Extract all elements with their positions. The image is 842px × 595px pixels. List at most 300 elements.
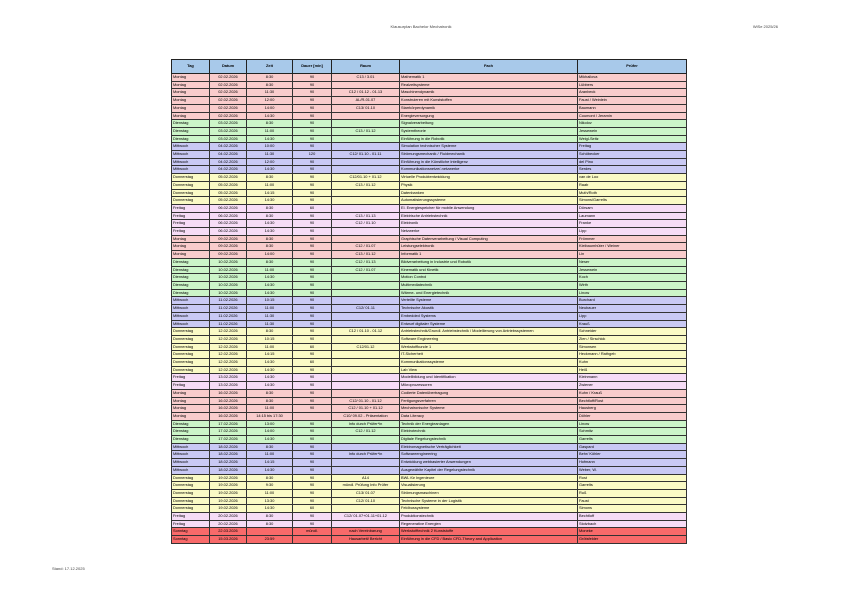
cell-datum: 02.02.2026 xyxy=(210,97,247,105)
cell-pruefer: Lübbers xyxy=(578,81,687,89)
table-row xyxy=(172,436,687,444)
cell-datum: 09.02.2026 xyxy=(210,251,247,259)
cell-raum xyxy=(332,158,400,166)
table-row xyxy=(172,536,687,544)
cell-datum: 16.02.2026 xyxy=(210,405,247,413)
cell-zeit: 8:30 xyxy=(247,389,293,397)
table-row xyxy=(172,389,687,397)
cell-fach: Mikroprozessoren xyxy=(400,382,578,390)
cell-dauer: 90 xyxy=(293,143,332,151)
table-row xyxy=(172,412,687,420)
cell-dauer: 90 xyxy=(293,127,332,135)
cell-fach: Datenbanken xyxy=(400,189,578,197)
table-row xyxy=(172,382,687,390)
cell-dauer: 90 xyxy=(293,97,332,105)
cell-tag: Donnerstag xyxy=(172,366,210,374)
cell-datum: 18.02.2026 xyxy=(210,451,247,459)
cell-fach: Bildverarbeitung in Industrie und Robotik xyxy=(400,258,578,266)
column-header-pruefer: Prüfer xyxy=(578,60,687,74)
cell-datum: 03.02.2026 xyxy=(210,135,247,143)
cell-tag: Freitag xyxy=(172,513,210,521)
cell-raum: Info durch Prüfer*in xyxy=(332,451,400,459)
cell-raum xyxy=(332,189,400,197)
exam-schedule-table xyxy=(171,59,687,544)
cell-zeit: 14:30 xyxy=(247,466,293,474)
cell-fach: Physik xyxy=(400,181,578,189)
cell-zeit: 8:30 xyxy=(247,258,293,266)
cell-datum: 18.02.2026 xyxy=(210,459,247,467)
cell-dauer: 120 xyxy=(293,151,332,159)
cell-raum: C12/ 01.10 xyxy=(332,497,400,505)
cell-datum: 12.02.2026 xyxy=(210,351,247,359)
table-row xyxy=(172,89,687,97)
cell-tag: Donnerstag xyxy=(172,505,210,513)
cell-datum: 18.02.2026 xyxy=(210,466,247,474)
cell-dauer: 90 xyxy=(293,397,332,405)
cell-fach: Graphische Datenverarbeitung / Visual Computing xyxy=(400,235,578,243)
cell-pruefer: Hausberg xyxy=(578,405,687,413)
cell-tag: Montag xyxy=(172,243,210,251)
cell-tag: Dienstag xyxy=(172,258,210,266)
cell-datum: 12.02.2026 xyxy=(210,343,247,351)
cell-zeit: 8:30 xyxy=(247,212,293,220)
cell-raum: C13 / 01.12 xyxy=(332,251,400,259)
cell-datum: 03.02.2026 xyxy=(210,127,247,135)
cell-raum: C12/01.10 + 01.12 xyxy=(332,174,400,182)
cell-zeit: 8:30 xyxy=(247,328,293,336)
cell-datum: 04.02.2026 xyxy=(210,166,247,174)
cell-fach: Elektrische Antriebstechnik xyxy=(400,212,578,220)
table-row xyxy=(172,466,687,474)
cell-fach: Lab View xyxy=(400,366,578,374)
cell-raum: C12 / 01.10 - 01.12 xyxy=(332,328,400,336)
cell-raum: C12 / 01.10 xyxy=(332,220,400,228)
cell-pruefer: Neser xyxy=(578,258,687,266)
document-title: Klausurplan Bachelor Mechatronik xyxy=(390,24,452,29)
cell-fach: Codierte Datenübertragung xyxy=(400,389,578,397)
cell-fach: Data Literacy xyxy=(400,412,578,420)
cell-pruefer: Serdes xyxy=(578,166,687,174)
cell-datum: 05.02.2026 xyxy=(210,181,247,189)
cell-tag: Dienstag xyxy=(172,135,210,143)
cell-pruefer: Stotzbach xyxy=(578,520,687,528)
cell-zeit: 8:30 xyxy=(247,120,293,128)
cell-dauer: 90 xyxy=(293,166,332,174)
cell-dauer: 90 xyxy=(293,382,332,390)
cell-dauer: 90 xyxy=(293,228,332,236)
cell-raum xyxy=(332,297,400,305)
cell-raum xyxy=(332,81,400,89)
cell-dauer: 60 xyxy=(293,343,332,351)
cell-tag: Donnerstag xyxy=(172,174,210,182)
column-header-dauer: Dauer [min] xyxy=(293,60,332,74)
table-row xyxy=(172,74,687,82)
cell-dauer: 90 xyxy=(293,520,332,528)
cell-tag: Montag xyxy=(172,405,210,413)
cell-fach: Technik der Energieanlagen xyxy=(400,420,578,428)
cell-zeit: 8:30 xyxy=(247,204,293,212)
cell-tag: Mittwoch xyxy=(172,305,210,313)
cell-dauer: 90 xyxy=(293,420,332,428)
cell-dauer: 90 xyxy=(293,189,332,197)
cell-raum xyxy=(332,235,400,243)
cell-raum: C12 / 01.07 xyxy=(332,266,400,274)
cell-tag: Dienstag xyxy=(172,420,210,428)
cell-fach: Virtuelle Produktentwicklung xyxy=(400,174,578,182)
cell-fach: Software Engineering xyxy=(400,335,578,343)
cell-zeit: 8:30 xyxy=(247,235,293,243)
cell-datum: 18.02.2026 xyxy=(210,443,247,451)
cell-datum: 04.02.2026 xyxy=(210,151,247,159)
cell-pruefer: Heckmann / Rathgeb xyxy=(578,351,687,359)
cell-zeit: 14:30 xyxy=(247,135,293,143)
cell-datum: 05.02.2026 xyxy=(210,197,247,205)
cell-zeit: 8:30 xyxy=(247,397,293,405)
cell-tag: Donnerstag xyxy=(172,335,210,343)
cell-fach: El. Energiespeicher für mobile Anwendung xyxy=(400,204,578,212)
cell-raum xyxy=(332,505,400,513)
cell-pruefer: del Pino xyxy=(578,158,687,166)
table-row xyxy=(172,428,687,436)
table-row xyxy=(172,351,687,359)
cell-datum: 12.02.2026 xyxy=(210,328,247,336)
cell-raum xyxy=(332,204,400,212)
cell-tag: Mittwoch xyxy=(172,143,210,151)
cell-pruefer: Kleibaumhüter / Weiner xyxy=(578,243,687,251)
cell-raum xyxy=(332,197,400,205)
cell-zeit: 8:30 xyxy=(247,174,293,182)
cell-tag: Mittwoch xyxy=(172,166,210,174)
cell-raum: A14 xyxy=(332,474,400,482)
cell-zeit: 13:00 xyxy=(247,420,293,428)
cell-raum xyxy=(332,443,400,451)
table-row xyxy=(172,335,687,343)
cell-dauer: 90 xyxy=(293,289,332,297)
cell-zeit: 13:30 xyxy=(247,497,293,505)
table-row xyxy=(172,359,687,367)
cell-tag: Donnerstag xyxy=(172,351,210,359)
cell-datum: 11.02.2026 xyxy=(210,320,247,328)
cell-pruefer: Simons xyxy=(578,505,687,513)
cell-zeit: 8:30 xyxy=(247,81,293,89)
cell-fach: Regenerative Energien xyxy=(400,520,578,528)
cell-tag: Montag xyxy=(172,74,210,82)
cell-pruefer: Franke xyxy=(578,220,687,228)
cell-fach: Starrkörperdynamik xyxy=(400,104,578,112)
column-header-fach: Fach xyxy=(400,60,578,74)
cell-tag: Montag xyxy=(172,97,210,105)
cell-datum: 20.02.2026 xyxy=(210,513,247,521)
cell-dauer: 90 xyxy=(293,335,332,343)
table-row xyxy=(172,281,687,289)
table-row xyxy=(172,97,687,105)
cell-raum xyxy=(332,112,400,120)
cell-raum: C12/ 01.11 xyxy=(332,305,400,313)
cell-dauer: 90 xyxy=(293,389,332,397)
cell-tag: Dienstag xyxy=(172,428,210,436)
cell-zeit: 14:30 xyxy=(247,281,293,289)
cell-datum: 19.02.2026 xyxy=(210,474,247,482)
cell-zeit: 11:30 xyxy=(247,312,293,320)
cell-fach: Werkstofftechnik 2 Kunststoffe xyxy=(400,528,578,536)
cell-dauer: 90 xyxy=(293,428,332,436)
cell-pruefer: Döhler xyxy=(578,412,687,420)
cell-pruefer: Behr/ Köhler xyxy=(578,451,687,459)
cell-datum: 17.02.2026 xyxy=(210,428,247,436)
cell-raum: C12 / 01.07 xyxy=(332,243,400,251)
cell-pruefer: Schneider xyxy=(578,328,687,336)
cell-raum: nach Vereinbarung xyxy=(332,528,400,536)
cell-raum xyxy=(332,274,400,282)
cell-tag: Montag xyxy=(172,412,210,420)
cell-pruefer: Linow xyxy=(578,420,687,428)
cell-fach: Strömungsmaschinen xyxy=(400,489,578,497)
cell-datum: 12.02.2026 xyxy=(210,359,247,367)
table-row xyxy=(172,266,687,274)
cell-datum: 10.02.2026 xyxy=(210,281,247,289)
cell-dauer: 90 xyxy=(293,112,332,120)
table-row xyxy=(172,482,687,490)
cell-raum xyxy=(332,382,400,390)
cell-fach: Elektromagnetische Verträglichkeit xyxy=(400,443,578,451)
cell-raum: C12 / 01.12 - 01.13 xyxy=(332,89,400,97)
cell-dauer: 90 xyxy=(293,266,332,274)
cell-datum: 09.02.2026 xyxy=(210,243,247,251)
cell-fach: Visualisierung xyxy=(400,482,578,490)
cell-pruefer: Kuhn xyxy=(578,359,687,367)
table-row xyxy=(172,181,687,189)
cell-dauer: 90 xyxy=(293,89,332,97)
cell-datum: 02.02.2026 xyxy=(210,81,247,89)
cell-zeit: 14:30 xyxy=(247,505,293,513)
cell-dauer: 90 xyxy=(293,312,332,320)
cell-raum: C13 / 01.13 xyxy=(332,212,400,220)
cell-pruefer: van de Loo xyxy=(578,174,687,182)
cell-pruefer: Linow xyxy=(578,289,687,297)
table-row xyxy=(172,443,687,451)
cell-datum: 10.02.2026 xyxy=(210,266,247,274)
cell-datum: 02.02.2026 xyxy=(210,89,247,97)
cell-tag: Dienstag xyxy=(172,266,210,274)
cell-tag: Donnerstag xyxy=(172,359,210,367)
cell-tag: Donnerstag xyxy=(172,482,210,490)
cell-fach: Ausgewählte Kapitel der Regelungstechnik xyxy=(400,466,578,474)
cell-datum: 02.02.2026 xyxy=(210,74,247,82)
cell-raum: C13 / 01.12 xyxy=(332,181,400,189)
table-row xyxy=(172,251,687,259)
cell-fach: IT-Sicherheit xyxy=(400,351,578,359)
table-row xyxy=(172,228,687,236)
cell-fach: Informatik 1 xyxy=(400,251,578,259)
cell-pruefer: Gaspard xyxy=(578,443,687,451)
cell-pruefer: Laumann xyxy=(578,212,687,220)
cell-zeit: 14:00 xyxy=(247,251,293,259)
cell-tag: Montag xyxy=(172,251,210,259)
cell-raum xyxy=(332,120,400,128)
cell-pruefer: Heiß xyxy=(578,366,687,374)
cell-zeit: 8:30 xyxy=(247,474,293,482)
cell-zeit: 11:00 xyxy=(247,343,293,351)
cell-raum xyxy=(332,389,400,397)
cell-pruefer: Coumont / Jeramin xyxy=(578,112,687,120)
cell-tag: Freitag xyxy=(172,220,210,228)
cell-fach: Kommunikationsnetze/-netzwerke xyxy=(400,166,578,174)
cell-pruefer: Koch xyxy=(578,274,687,282)
cell-pruefer: Dörsam xyxy=(578,204,687,212)
cell-fach: Realzeitsysteme xyxy=(400,81,578,89)
cell-zeit: 14:15 xyxy=(247,351,293,359)
cell-pruefer: Schöbecker xyxy=(578,151,687,159)
table-row xyxy=(172,451,687,459)
cell-raum: C12/01.12 xyxy=(332,343,400,351)
table-row xyxy=(172,274,687,282)
table-row xyxy=(172,220,687,228)
cell-zeit: 11:00 xyxy=(247,451,293,459)
cell-tag: Montag xyxy=(172,104,210,112)
table-row xyxy=(172,312,687,320)
cell-dauer: 90 xyxy=(293,436,332,444)
cell-raum: C12 / 01.13 xyxy=(332,258,400,266)
cell-pruefer: Weigl-Seitz xyxy=(578,135,687,143)
table-row xyxy=(172,235,687,243)
cell-dauer: 90 xyxy=(293,474,332,482)
cell-dauer: 90 xyxy=(293,251,332,259)
cell-tag: Freitag xyxy=(172,520,210,528)
cell-datum: 19.02.2026 xyxy=(210,489,247,497)
cell-raum xyxy=(332,436,400,444)
cell-zeit: 14:30 xyxy=(247,366,293,374)
cell-pruefer: Simonsen xyxy=(578,343,687,351)
cell-fach: Automatisierungssysteme xyxy=(400,197,578,205)
table-row xyxy=(172,197,687,205)
cell-dauer: 90 xyxy=(293,297,332,305)
table-row xyxy=(172,420,687,428)
cell-dauer: 90 xyxy=(293,74,332,82)
cell-tag: Montag xyxy=(172,397,210,405)
cell-datum: 02.02.2026 xyxy=(210,112,247,120)
cell-raum: Info durch Prüfer*in xyxy=(332,420,400,428)
cell-tag: Mittwoch xyxy=(172,451,210,459)
cell-raum: C13/ 01.10 xyxy=(332,104,400,112)
cell-pruefer: Weber, W. xyxy=(578,466,687,474)
cell-zeit: 14:15 xyxy=(247,459,293,467)
table-row xyxy=(172,489,687,497)
cell-zeit: 23:59 xyxy=(247,536,293,544)
table-body xyxy=(172,74,687,544)
cell-tag: Dienstag xyxy=(172,281,210,289)
cell-datum: 11.02.2026 xyxy=(210,297,247,305)
cell-zeit: 10:00 xyxy=(247,143,293,151)
cell-tag: Freitag xyxy=(172,382,210,390)
cell-dauer: 90 xyxy=(293,482,332,490)
cell-pruefer: Zwiener xyxy=(578,382,687,390)
cell-dauer: 60 xyxy=(293,204,332,212)
cell-zeit: 11:00 xyxy=(247,305,293,313)
cell-dauer: 90 xyxy=(293,274,332,282)
cell-zeit: 14:15 bis 17:30 xyxy=(247,412,293,420)
cell-tag: Donnerstag xyxy=(172,474,210,482)
table-row xyxy=(172,474,687,482)
cell-datum: 12.02.2026 xyxy=(210,335,247,343)
cell-fach: Embedded Systems xyxy=(400,312,578,320)
cell-pruefer: Schmitz xyxy=(578,428,687,436)
table-row xyxy=(172,158,687,166)
cell-raum: C12/ 01.07+01.11+01.12 xyxy=(332,513,400,521)
cell-zeit: 14:15 xyxy=(247,189,293,197)
table-row xyxy=(172,305,687,313)
cell-fach: Fertigungsverfahren xyxy=(400,397,578,405)
cell-dauer: 90 xyxy=(293,451,332,459)
cell-dauer: 90 xyxy=(293,158,332,166)
cell-tag: Sonntag xyxy=(172,536,210,544)
table-row xyxy=(172,81,687,89)
cell-fach: Signalverarbeitung xyxy=(400,120,578,128)
cell-dauer: 90 xyxy=(293,366,332,374)
cell-pruefer: Freitag xyxy=(578,143,687,151)
cell-zeit: 14:30 xyxy=(247,374,293,382)
cell-fach: Technische Systeme in der Logistik xyxy=(400,497,578,505)
cell-pruefer: Mikhailova xyxy=(578,74,687,82)
cell-zeit: 14:30 xyxy=(247,436,293,444)
cell-datum: 10.02.2026 xyxy=(210,289,247,297)
cell-raum: C13/ 01.07 xyxy=(332,489,400,497)
cell-raum xyxy=(332,312,400,320)
cell-zeit: 11:00 xyxy=(247,405,293,413)
cell-dauer: mündl. xyxy=(293,528,332,536)
cell-fach: Netzwerke xyxy=(400,228,578,236)
cell-fach: Antriebstechnik/Grundl. Antriebstechnik / Modellierung von Antriebssystemen xyxy=(400,328,578,336)
table-header-row xyxy=(172,60,687,74)
cell-zeit: 11:00 xyxy=(247,127,293,135)
cell-fach: Technische Akustik xyxy=(400,305,578,313)
cell-pruefer: Frömmer xyxy=(578,235,687,243)
cell-pruefer: Nikolov xyxy=(578,120,687,128)
cell-pruefer: Kuhn / Krauß xyxy=(578,389,687,397)
cell-tag: Donnerstag xyxy=(172,189,210,197)
table-row xyxy=(172,135,687,143)
cell-raum xyxy=(332,520,400,528)
cell-zeit: 10:15 xyxy=(247,335,293,343)
cell-fach: Entwicklung webbasierter Anwendungen xyxy=(400,459,578,467)
table-row xyxy=(172,174,687,182)
cell-zeit: 14:30 xyxy=(247,289,293,297)
cell-tag: Freitag xyxy=(172,228,210,236)
cell-zeit: 11:00 xyxy=(247,489,293,497)
cell-tag: Sonntag xyxy=(172,528,210,536)
cell-pruefer: Faust xyxy=(578,497,687,505)
cell-fach: Verteilte Systeme xyxy=(400,297,578,305)
cell-zeit: 14:30 xyxy=(247,382,293,390)
cell-zeit: 8:30 xyxy=(247,443,293,451)
cell-raum xyxy=(332,359,400,367)
cell-raum xyxy=(332,143,400,151)
cell-dauer: 90 xyxy=(293,459,332,467)
cell-fach: Kommunikationssysteme xyxy=(400,359,578,367)
cell-raum: C13 / 3.01 xyxy=(332,74,400,82)
cell-pruefer: Hofmann xyxy=(578,459,687,467)
cell-fach: Einführung in die CFD / Basic CFD-Theory and Application xyxy=(400,536,578,544)
cell-datum: 12.02.2026 xyxy=(210,366,247,374)
cell-datum: 09.02.2026 xyxy=(210,235,247,243)
cell-dauer xyxy=(293,536,332,544)
cell-tag: Mittwoch xyxy=(172,151,210,159)
cell-raum xyxy=(332,166,400,174)
cell-datum: 17.02.2026 xyxy=(210,436,247,444)
cell-raum xyxy=(332,351,400,359)
cell-zeit: 8:30 xyxy=(247,520,293,528)
cell-pruefer: Raab xyxy=(578,181,687,189)
cell-datum: 20.02.2026 xyxy=(210,520,247,528)
